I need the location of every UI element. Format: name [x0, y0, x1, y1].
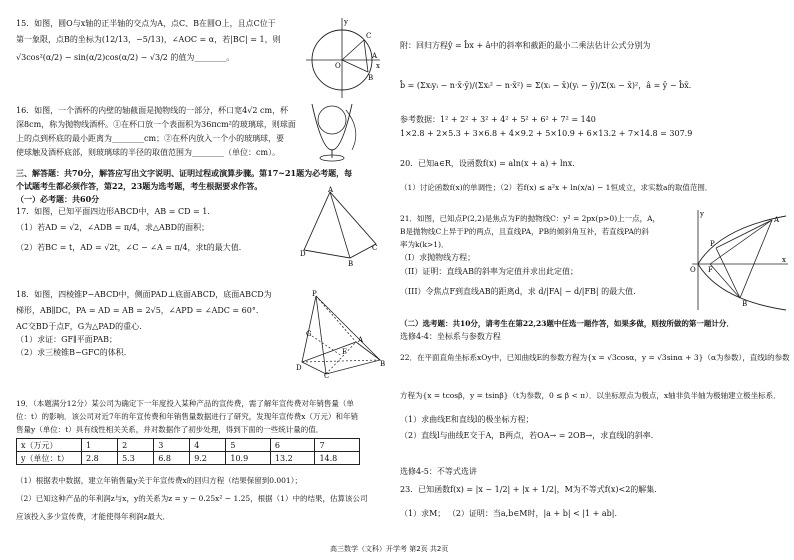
circle-label: C: [366, 32, 372, 40]
pyramid-label: A: [358, 336, 364, 344]
table-cell: 13.2: [270, 452, 315, 465]
q19b-line1: （1）根据表中数据，建立年销售量y关于年宣传费x的回归方程（结果保留到0.001）；: [16, 476, 302, 485]
table-cell: 3: [154, 439, 190, 452]
wine-glass-figure: [302, 100, 382, 162]
table-cell: x（万元）: [17, 439, 82, 452]
q19-line2: 位：t）的影响．该公司对近7年的年宣传费和年销售量数据进行了研究，发现年宣传费x（万元）和年销: [16, 412, 359, 421]
circle-label: B: [368, 74, 374, 82]
q18-line3: AC交BD于点F，G为△PAD的重心．: [16, 322, 148, 331]
circle-label: x: [376, 62, 380, 70]
q20-line2: （1）讨论函数f(x)的单调性；（2）若f(x) ≤ a²x + ln(x/a) − 1恒成立，求实数a的取值范围．: [400, 183, 713, 192]
circle-label: A: [372, 52, 378, 60]
table-row: [17, 452, 360, 465]
q22-line2: 方程为{x = tcosβ，y = tsinβ}（t为参数，0 ≤ β < π）．以坐标原点为极点，x轴非负半轴为极轴建立极坐标系．: [400, 391, 781, 400]
pyramid-label: C: [324, 372, 330, 378]
q17-line3: （2）若BC = t，AD = √2t，∠C − ∠A = π/4，求t的最大值．: [16, 243, 247, 252]
pyramid-figure: [296, 290, 386, 378]
q18-line5: （2）求三棱锥B−GFC的体积．: [16, 348, 132, 357]
circle-label: y: [344, 18, 348, 26]
parabola-label: A: [774, 216, 780, 224]
q15-line3: √3cos²(α/2) − sin(α/2)cos(α/2) − √3/2 的值为________。: [16, 53, 235, 62]
q18-line2: 梯形，AB∥DC，PA = AD = AB = 2√5，∠APD = ∠ADC = 60°．: [16, 306, 264, 315]
q16-line3: 上的点到杯底的最小距离为________cm；②在杯内放入一个小的玻璃球，要: [16, 134, 285, 143]
q22-line1: 22．在平面直角坐标系xOy中，已知曲线E的参数方程为{x = √3cosα，y = √3sinα + 3}（α为参数），直线l的参数: [400, 353, 790, 362]
q23-topic: 选修4-5：不等式选讲: [400, 467, 477, 476]
ref-line3: 参考数据：1² + 2² + 3² + 4² + 5² + 6² + 7² = 140: [400, 115, 596, 124]
q17-line2: （1）若AD = √2，∠ADB = π/4，求△ABD的面积；: [16, 223, 210, 232]
q19b-line3: 应该投入多少宣传费，才能使得年利润z最大．: [16, 512, 170, 521]
q18-line4: （1）求证：GF∥平面PAB；: [16, 335, 118, 344]
parabola-label: B: [742, 300, 748, 308]
q21-line3: 率为k(k>1)．: [400, 240, 449, 249]
table-cell: 1: [82, 439, 118, 452]
q21-line2: B是抛物线C上异于P的两点，且直线PA，PB的倾斜角互补，若直线PA的斜: [400, 227, 649, 236]
pyramid-label: P: [312, 290, 317, 298]
quad-label: D: [300, 250, 306, 258]
q22-line3: （1）求曲线E和直线l的极坐标方程；: [400, 415, 534, 424]
table-cell: 14.8: [315, 452, 360, 465]
section3-line1: 三、解答题：共70分，解答应写出文字说明、证明过程或演算步骤。第17~21题为必考题，每: [16, 168, 353, 178]
q19-line1: 19．（本题满分12分）某公司为确定下一年度投入某种产品的宣传费，需了解年宣传费对年销售量（单: [16, 399, 354, 408]
parabola-figure: [690, 208, 790, 312]
quad-figure: [300, 186, 380, 268]
q16-line1: 16．如图，一个酒杯的内壁的轴截面是抛物线的一部分，杯口宽4√2 cm，杯: [16, 106, 289, 115]
table-cell: 6.8: [154, 452, 190, 465]
q17-line1: 17．如图，已知平面四边形ABCD中，AB = CD = 1．: [16, 207, 216, 216]
q15-line1: 15．如图，圆O与x轴的正半轴的交点为A，点C、B在圆O上，且点C位于: [16, 19, 276, 28]
parabola-label: F: [708, 266, 713, 274]
q15-line2: 第一象限，点B的坐标为(12/13，−5/13)，∠AOC = α，若|BC| = 1，则: [16, 35, 281, 44]
section3-sub: （一）必考题：共60分: [16, 194, 100, 204]
table-cell: 5.3: [118, 452, 154, 465]
table-cell: 10.9: [226, 452, 271, 465]
q23-line1: 23．已知函数f(x) = |x − 1/2| + |x + 1/2|，M为不等式f(x)<2的解集．: [400, 485, 663, 494]
parabola-label: y: [700, 210, 704, 218]
circle-figure: [302, 14, 382, 100]
circle-label: O: [335, 62, 341, 70]
q16-line4: 使球触及酒杯底部，则玻璃球的半径的取值范围为________（单位：cm）。: [16, 148, 281, 157]
parabola-label: P: [710, 240, 715, 248]
pyramid-label: G: [306, 330, 312, 338]
ref-line1: 附：回归方程ŷ = b̂x + â中的斜率和截距的最小二乘法估计公式分别为: [400, 41, 651, 50]
parabola-label: O: [690, 266, 696, 274]
table-cell: 6: [270, 439, 315, 452]
q19b-line2: （2）已知这种产品的年利润z与x，y的关系为z = y − 0.25x² − 1.25，根据（1）中的结果，估算该公司: [16, 494, 368, 503]
ref-line2: b̂ = (Σxᵢyᵢ − n·x̄·ȳ)/(Σxᵢ² − n·x̄²) = Σ(xᵢ − x̄)(yᵢ − ȳ)/Σ(xᵢ − x̄)²，â = ȳ − b̂x̄．: [400, 81, 697, 90]
pyramid-label: D: [296, 364, 302, 372]
quad-label: B: [348, 260, 354, 268]
quad-label: A: [328, 186, 334, 194]
q22-topic: 选修4-4：坐标系与参数方程: [400, 332, 501, 341]
quad-label: C: [372, 244, 378, 252]
ref-line4: 1×2.8 + 2×5.3 + 3×6.8 + 4×9.2 + 5×10.9 + 6×13.2 + 7×14.8 = 307.9: [400, 129, 693, 138]
q21-line4: （I）求抛物线方程；: [400, 253, 476, 262]
data-table: [16, 438, 360, 465]
pyramid-label: B: [380, 360, 386, 368]
table-cell: 2.8: [82, 452, 118, 465]
q22-line4: （2）直线l与曲线E交于A，B两点，若OA→ = 2OB→，求直线l的斜率．: [400, 431, 659, 440]
q21-line1: 21．如图，已知点P(2,2)是焦点为F的抛物线C：y² = 2px(p>0)上一点，A，: [400, 214, 661, 223]
q21-line6: （III）令焦点F到直线AB的距离d，求 d/|FA| − d/|FB| 的最大值．: [400, 287, 642, 296]
optional-section: （二）选考题：共10分，请考生在第22,23题中任选一题作答，如果多做，则按所做的第一题计分．: [400, 319, 734, 328]
page-footer: 高三数学（文科）开学考 第2页 共2页: [330, 545, 449, 553]
table-cell: 5: [226, 439, 271, 452]
parabola-label: x: [782, 256, 786, 264]
q19-line3: 售量y（单位：t）具有线性相关关系，并对数据作了初步处理，得到下面的一些统计量的值．: [16, 425, 324, 434]
pyramid-label: F: [342, 348, 347, 356]
q20-line1: 20．已知a∈R，设函数f(x) = aln(x + a) + lnx．: [400, 159, 581, 168]
table-cell: 7: [315, 439, 360, 452]
q23-line2: （1）求M； （2）证明：当a,b∈M时，|a + b| < |1 + ab|．: [400, 509, 623, 518]
table-cell: 9.2: [190, 452, 226, 465]
table-row: [17, 439, 360, 452]
q21-line5: （II）证明：直线AB的斜率为定值并求出此定值；: [400, 267, 578, 276]
table-cell: 4: [190, 439, 226, 452]
q18-line1: 18．如图，四棱锥P−ABCD中，侧面PAD⊥底面ABCD，底面ABCD为: [16, 290, 272, 299]
q16-line2: 深8cm，称为抛物线酒杯。①在杯口放一个表面积为36πcm²的玻璃球，则球面: [16, 120, 296, 129]
section3-line2: 个试题考生都必须作答，第22，23题为选考题，考生根据要求作答。: [16, 181, 263, 191]
table-cell: 2: [118, 439, 154, 452]
table-cell: y（单位：t）: [17, 452, 82, 465]
